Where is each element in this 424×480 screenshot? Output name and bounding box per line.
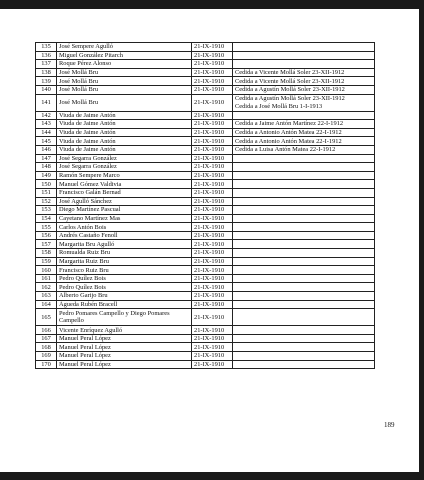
transfer-note xyxy=(233,292,375,301)
transfer-note xyxy=(233,352,375,361)
table-row xyxy=(36,249,375,258)
row-number: 145 xyxy=(36,137,57,146)
table-row xyxy=(36,274,375,283)
transfer-note xyxy=(233,309,375,326)
transfer-note xyxy=(233,300,375,309)
table-row xyxy=(36,343,375,352)
holder-name: Manuel Peral López xyxy=(57,360,192,369)
registration-date: 21-IX-1910 xyxy=(192,292,233,301)
page-number: 189 xyxy=(384,421,395,429)
holder-name: Pedro Quílez Bois xyxy=(57,283,192,292)
table-row xyxy=(36,171,375,180)
registration-date: 21-IX-1910 xyxy=(192,171,233,180)
holder-name: José Segarra González xyxy=(57,154,192,163)
table-row xyxy=(36,111,375,120)
holder-name: Cayetano Martínez Mas xyxy=(57,214,192,223)
registration-date: 21-IX-1910 xyxy=(192,60,233,69)
transfer-note: Cedida a Luisa Antón Matea 22-I-1912 xyxy=(233,145,375,154)
registration-date: 21-IX-1910 xyxy=(192,154,233,163)
transfer-note: Cedida a Vicente Mollá Soler 23-XII-1912 xyxy=(233,77,375,86)
row-number: 164 xyxy=(36,300,57,309)
holder-name: Manuel Peral López xyxy=(57,343,192,352)
row-number: 141 xyxy=(36,94,57,111)
holder-name: José Mollá Bru xyxy=(57,77,192,86)
scan-border-top xyxy=(0,0,424,9)
transfer-note xyxy=(233,223,375,232)
holder-name: Viuda de Jaime Antón xyxy=(57,120,192,129)
holder-name: José Agulló Sánchez xyxy=(57,197,192,206)
row-number: 146 xyxy=(36,145,57,154)
registration-date: 21-IX-1910 xyxy=(192,68,233,77)
table-row xyxy=(36,206,375,215)
transfer-note xyxy=(233,154,375,163)
row-number: 142 xyxy=(36,111,57,120)
holder-name: Margarita Ruiz Bru xyxy=(57,257,192,266)
row-number: 153 xyxy=(36,206,57,215)
table-row xyxy=(36,43,375,52)
holder-name: José Mollá Bru xyxy=(57,94,192,111)
holder-name: Vicente Enríquez Agulló xyxy=(57,326,192,335)
transfer-note xyxy=(233,180,375,189)
row-number: 143 xyxy=(36,120,57,129)
transfer-note xyxy=(233,360,375,369)
table-row xyxy=(36,283,375,292)
registration-date: 21-IX-1910 xyxy=(192,240,233,249)
table-row xyxy=(36,163,375,172)
registration-date: 21-IX-1910 xyxy=(192,51,233,60)
holder-name: Manuel Peral López xyxy=(57,334,192,343)
registration-date: 21-IX-1910 xyxy=(192,111,233,120)
registration-date: 21-IX-1910 xyxy=(192,145,233,154)
table-row xyxy=(36,334,375,343)
row-number: 152 xyxy=(36,197,57,206)
row-number: 166 xyxy=(36,326,57,335)
table-row xyxy=(36,137,375,146)
row-number: 165 xyxy=(36,309,57,326)
transfer-note xyxy=(233,334,375,343)
registration-date: 21-IX-1910 xyxy=(192,249,233,258)
transfer-note xyxy=(233,343,375,352)
transfer-note xyxy=(233,240,375,249)
table-row xyxy=(36,309,375,326)
holder-name: Diego Martínez Pascual xyxy=(57,206,192,215)
table-row xyxy=(36,85,375,94)
holder-name: Manuel Peral López xyxy=(57,352,192,361)
transfer-note xyxy=(233,94,375,111)
row-number: 150 xyxy=(36,180,57,189)
transfer-note: Cedida a Antonio Antón Matea 22-I-1912 xyxy=(233,128,375,137)
row-number: 162 xyxy=(36,283,57,292)
holder-name: Viuda de Jaime Antón xyxy=(57,111,192,120)
registration-date: 21-IX-1910 xyxy=(192,274,233,283)
registration-date: 21-IX-1910 xyxy=(192,94,233,111)
transfer-note xyxy=(233,51,375,60)
row-number: 169 xyxy=(36,352,57,361)
holder-name: José Sempere Agulló xyxy=(57,43,192,52)
registration-date: 21-IX-1910 xyxy=(192,197,233,206)
holder-name: Margarita Bru Agulló xyxy=(57,240,192,249)
row-number: 137 xyxy=(36,60,57,69)
registration-date: 21-IX-1910 xyxy=(192,180,233,189)
holder-name: Águeda Rubén Bracell xyxy=(57,300,192,309)
row-number: 148 xyxy=(36,163,57,172)
registration-date: 21-IX-1910 xyxy=(192,257,233,266)
row-number: 139 xyxy=(36,77,57,86)
registration-date: 21-IX-1910 xyxy=(192,77,233,86)
table-row xyxy=(36,154,375,163)
registration-date: 21-IX-1910 xyxy=(192,309,233,326)
row-number: 138 xyxy=(36,68,57,77)
row-number: 170 xyxy=(36,360,57,369)
registration-date: 21-IX-1910 xyxy=(192,334,233,343)
registration-date: 21-IX-1910 xyxy=(192,85,233,94)
registration-date: 21-IX-1910 xyxy=(192,352,233,361)
transfer-note xyxy=(233,274,375,283)
holder-name: Alberto Garijo Bru xyxy=(57,292,192,301)
row-number: 161 xyxy=(36,274,57,283)
transfer-note: Cedida a Jaime Antón Martínez 22-I-1912 xyxy=(233,120,375,129)
table-row xyxy=(36,180,375,189)
table-row xyxy=(36,77,375,86)
holder-name: José Mollá Bru xyxy=(57,85,192,94)
registration-date: 21-IX-1910 xyxy=(192,266,233,275)
holder-name: Ramón Sempere Marco xyxy=(57,171,192,180)
holder-name: Andrés Castaño Fenoll xyxy=(57,231,192,240)
holder-name: Viuda de Jaime Antón xyxy=(57,137,192,146)
registration-date: 21-IX-1910 xyxy=(192,120,233,129)
holder-name: Romualda Ruiz Bru xyxy=(57,249,192,258)
table-row xyxy=(36,94,375,111)
row-number: 163 xyxy=(36,292,57,301)
table-row xyxy=(36,197,375,206)
holder-name: Viuda de Jaime Antón xyxy=(57,128,192,137)
transfer-note: Cedida a Agustín Mollá Soler 23-XII-1912 xyxy=(233,85,375,94)
table-row xyxy=(36,128,375,137)
registration-date: 21-IX-1910 xyxy=(192,231,233,240)
row-number: 158 xyxy=(36,249,57,258)
holder-name: Miguel González Pitarch xyxy=(57,51,192,60)
row-number: 159 xyxy=(36,257,57,266)
transfer-note xyxy=(233,188,375,197)
registration-date: 21-IX-1910 xyxy=(192,283,233,292)
transfer-note-line: Cedida a Agustín Mollá Soler 23-XII-1912 xyxy=(235,95,345,103)
register-table-body xyxy=(36,43,375,369)
holder-name: Carlos Antón Bois xyxy=(57,223,192,232)
row-number: 160 xyxy=(36,266,57,275)
table-row xyxy=(36,223,375,232)
row-number: 168 xyxy=(36,343,57,352)
table-row xyxy=(36,240,375,249)
table-row xyxy=(36,145,375,154)
transfer-note xyxy=(233,231,375,240)
transfer-note xyxy=(233,326,375,335)
holder-name: Viuda de Jaime Antón xyxy=(57,145,192,154)
transfer-note xyxy=(233,214,375,223)
registration-date: 21-IX-1910 xyxy=(192,360,233,369)
registration-date: 21-IX-1910 xyxy=(192,214,233,223)
transfer-note xyxy=(233,60,375,69)
table-row xyxy=(36,257,375,266)
scan-border-bottom xyxy=(0,472,424,480)
transfer-note xyxy=(233,111,375,120)
transfer-note xyxy=(233,206,375,215)
holder-name: Roque Pérez Alonso xyxy=(57,60,192,69)
registration-date: 21-IX-1910 xyxy=(192,128,233,137)
scan-border-right xyxy=(419,0,424,480)
transfer-note xyxy=(233,163,375,172)
transfer-note xyxy=(233,249,375,258)
transfer-note xyxy=(233,257,375,266)
table-row xyxy=(36,266,375,275)
transfer-note xyxy=(233,266,375,275)
row-number: 157 xyxy=(36,240,57,249)
registration-date: 21-IX-1910 xyxy=(192,137,233,146)
transfer-note: Cedida a Vicente Mollá Soler 23-XII-1912 xyxy=(233,68,375,77)
registration-date: 21-IX-1910 xyxy=(192,223,233,232)
transfer-note xyxy=(233,171,375,180)
table-row xyxy=(36,120,375,129)
registration-date: 21-IX-1910 xyxy=(192,188,233,197)
holder-name: Francisco Ruiz Bru xyxy=(57,266,192,275)
transfer-note: Cedida a Antonio Antón Matea 22-I-1912 xyxy=(233,137,375,146)
transfer-note xyxy=(233,283,375,292)
holder-name: Pedro Pomares Campello y Diego Pomares Campello xyxy=(57,309,192,326)
row-number: 140 xyxy=(36,85,57,94)
registration-date: 21-IX-1910 xyxy=(192,300,233,309)
table-row xyxy=(36,51,375,60)
row-number: 144 xyxy=(36,128,57,137)
transfer-note xyxy=(233,197,375,206)
table-row xyxy=(36,188,375,197)
table-row xyxy=(36,60,375,69)
holder-name: José Segarra González xyxy=(57,163,192,172)
transfer-note-line: Cedida a José Mollá Bru 1-I-1913 xyxy=(235,102,323,110)
row-number: 147 xyxy=(36,154,57,163)
register-table xyxy=(35,42,375,369)
table-row xyxy=(36,360,375,369)
table-row xyxy=(36,231,375,240)
holder-name: José Mollá Bru xyxy=(57,68,192,77)
row-number: 136 xyxy=(36,51,57,60)
row-number: 156 xyxy=(36,231,57,240)
table-row xyxy=(36,300,375,309)
row-number: 167 xyxy=(36,334,57,343)
transfer-note xyxy=(233,43,375,52)
row-number: 149 xyxy=(36,171,57,180)
table-row xyxy=(36,326,375,335)
registration-date: 21-IX-1910 xyxy=(192,43,233,52)
holder-name: Manuel Gómez Valdivia xyxy=(57,180,192,189)
registration-date: 21-IX-1910 xyxy=(192,163,233,172)
holder-name: Pedro Quílez Bois xyxy=(57,274,192,283)
table-row xyxy=(36,68,375,77)
table-row xyxy=(36,214,375,223)
table-row xyxy=(36,352,375,361)
registration-date: 21-IX-1910 xyxy=(192,206,233,215)
registration-date: 21-IX-1910 xyxy=(192,343,233,352)
row-number: 154 xyxy=(36,214,57,223)
registration-date: 21-IX-1910 xyxy=(192,326,233,335)
row-number: 155 xyxy=(36,223,57,232)
holder-name: Francisco Galán Bernad xyxy=(57,188,192,197)
table-row xyxy=(36,292,375,301)
row-number: 135 xyxy=(36,43,57,52)
row-number: 151 xyxy=(36,188,57,197)
